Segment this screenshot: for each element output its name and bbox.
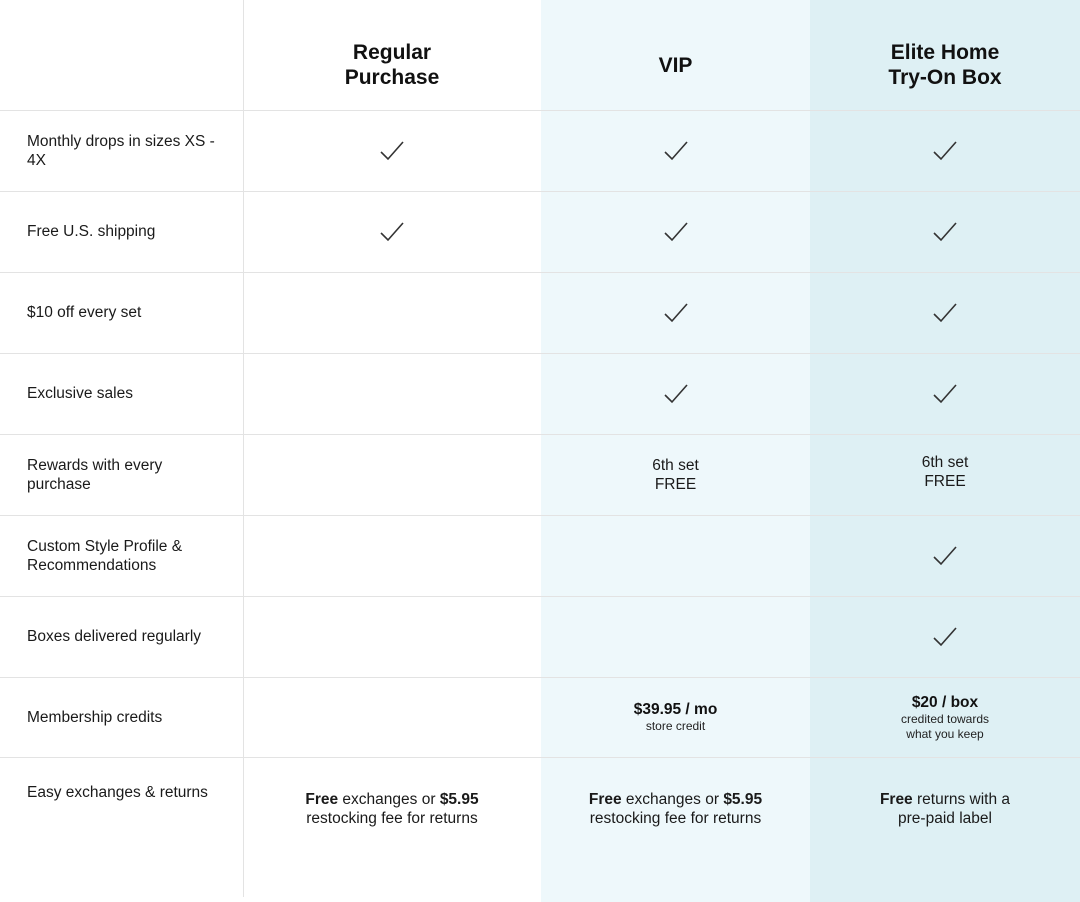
- exchange-rest: restocking fee for returns: [306, 810, 478, 827]
- elite-credit-note: credited towards what you keep: [900, 711, 990, 741]
- elite-cell: [810, 354, 1080, 434]
- header-row: [0, 0, 1080, 110]
- checkmark-icon: [932, 545, 958, 567]
- elite-credit-price: $20 / box: [911, 693, 979, 711]
- checkmark-icon: [663, 302, 689, 324]
- elite-cell: [810, 192, 1080, 272]
- table-row-boxes: [0, 597, 1080, 677]
- checkmark-icon: [663, 383, 689, 405]
- header-empty-cell: [0, 0, 243, 110]
- elite-cell: [810, 678, 1080, 757]
- checkmark-icon: [932, 302, 958, 324]
- exchange-rest: pre-paid label: [898, 810, 992, 827]
- feature-label: Easy exchanges & returns: [27, 784, 208, 801]
- vip-cell: [541, 192, 810, 272]
- vip-credit-price: $39.95 / mo: [633, 701, 718, 718]
- checkmark-icon: [932, 140, 958, 162]
- exchange-rest: restocking fee for returns: [589, 810, 762, 827]
- checkmark-icon: [932, 626, 958, 648]
- regular-cell: [243, 435, 541, 515]
- feature-label: Monthly drops in sizes XS - 4X: [27, 132, 215, 169]
- regular-cell: [243, 516, 541, 596]
- checkmark-icon: [379, 221, 405, 243]
- table-row-style-profile: [0, 516, 1080, 596]
- table-row-exclusive-sales: [0, 354, 1080, 434]
- checkmark-icon: [663, 140, 689, 162]
- vip-cell: [541, 354, 810, 434]
- feature-label: Free U.S. shipping: [27, 223, 156, 241]
- feature-label: Boxes delivered regularly: [27, 628, 202, 646]
- table-row-credits: [0, 678, 1080, 757]
- vip-credit: [634, 701, 718, 734]
- header-regular-purchase: [243, 0, 541, 110]
- regular-cell: [243, 111, 541, 191]
- header-elite-label: Elite Home Try-On Box: [888, 41, 1002, 89]
- elite-cell: [810, 758, 1080, 868]
- table-row-monthly-drops: [0, 111, 1080, 191]
- feature-label: $10 off every set: [27, 304, 142, 322]
- feature-label: Membership credits: [27, 708, 163, 726]
- regular-cell: [243, 678, 541, 757]
- exchange-mid: returns with a: [912, 790, 1011, 808]
- exchange-free: Free: [588, 790, 622, 808]
- elite-cell: [810, 273, 1080, 353]
- exchange-mid: exchanges or: [338, 790, 440, 808]
- regular-cell: [243, 758, 541, 868]
- elite-cell: [810, 435, 1080, 515]
- checkmark-icon: [932, 221, 958, 243]
- table-row-ten-off: [0, 273, 1080, 353]
- vip-cell: [541, 597, 810, 677]
- exchange-fee: $5.95: [723, 790, 763, 808]
- exchange-fee: $5.95: [439, 790, 479, 808]
- feature-label: Exclusive sales: [27, 385, 133, 403]
- vip-reward-text: 6th set FREE: [652, 456, 699, 493]
- elite-exchange-text: [880, 790, 1010, 829]
- regular-cell: [243, 192, 541, 272]
- vip-cell: [541, 516, 810, 596]
- header-elite-home-try-on-box: [810, 0, 1080, 110]
- elite-cell: [810, 111, 1080, 191]
- elite-cell: [810, 516, 1080, 596]
- vip-cell: [541, 111, 810, 191]
- header-regular-label: Regular Purchase: [344, 41, 440, 89]
- exchange-free: Free: [305, 790, 339, 808]
- vip-cell: [541, 678, 810, 757]
- exchange-free: Free: [879, 790, 913, 808]
- checkmark-icon: [663, 221, 689, 243]
- header-vip-label: VIP: [658, 53, 693, 77]
- elite-cell: [810, 597, 1080, 677]
- regular-cell: [243, 597, 541, 677]
- regular-cell: [243, 354, 541, 434]
- vip-cell: [541, 273, 810, 353]
- vip-credit-note: store credit: [645, 719, 706, 733]
- elite-reward-text: 6th set FREE: [921, 453, 969, 490]
- vip-exchange-text: [589, 790, 762, 829]
- feature-label: Custom Style Profile & Recommendations: [27, 537, 183, 574]
- checkmark-icon: [932, 383, 958, 405]
- table-row-free-shipping: [0, 192, 1080, 272]
- table-row-rewards: [0, 435, 1080, 515]
- table-row-exchanges: [0, 758, 1080, 868]
- elite-credit: [901, 694, 989, 742]
- header-vip: [541, 0, 810, 110]
- vip-cell: [541, 435, 810, 515]
- exchange-mid: exchanges or: [621, 790, 724, 808]
- vip-cell: [541, 758, 810, 868]
- regular-exchange-text: [305, 790, 478, 829]
- checkmark-icon: [379, 140, 405, 162]
- feature-label: Rewards with every purchase: [27, 456, 163, 493]
- regular-cell: [243, 273, 541, 353]
